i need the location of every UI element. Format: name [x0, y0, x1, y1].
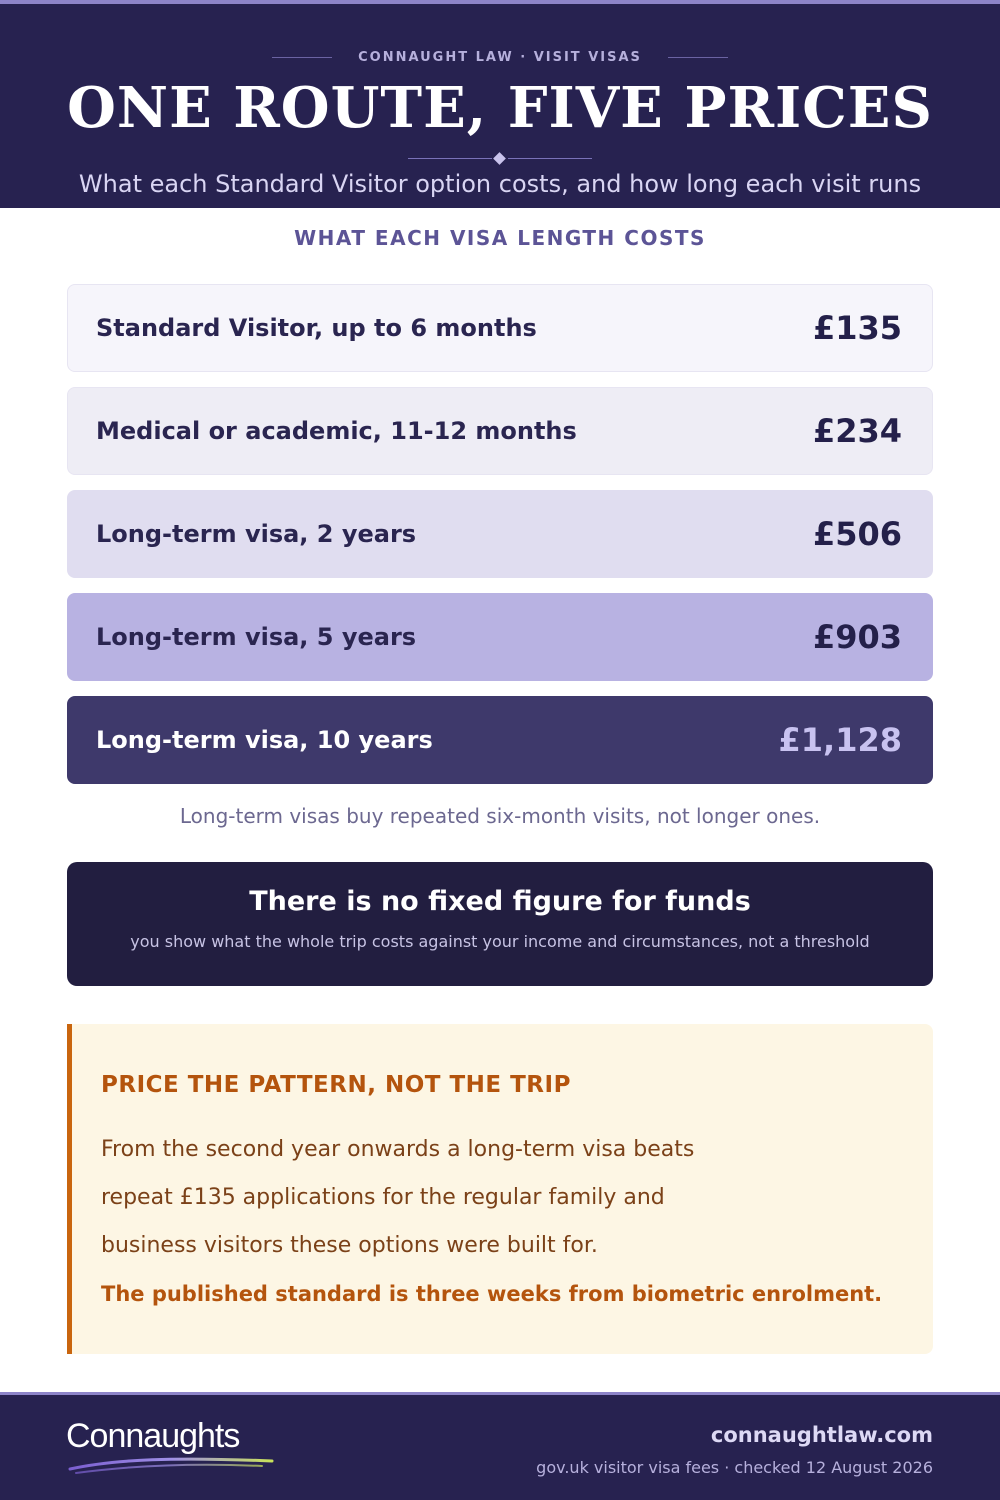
fee-label: Standard Visitor, up to 6 months: [96, 314, 537, 342]
fees-footnote: Long-term visas buy repeated six-month visits, not longer ones.: [179, 804, 821, 828]
fee-row: [67, 387, 933, 475]
callout-highlight: The published standard is three weeks from biometric enrolment.: [101, 1282, 883, 1306]
header-banner: [0, 0, 1000, 208]
funds-title: There is no fixed figure for funds: [249, 886, 751, 917]
footer: [0, 1392, 1000, 1500]
eyebrow-text: CONNAUGHT LAW · VISIT VISAS: [358, 50, 642, 65]
eyebrow-rule-left: [272, 57, 332, 58]
website-link[interactable]: connaughtlaw.com: [710, 1423, 933, 1447]
diamond-icon: [493, 152, 506, 165]
funds-subtitle: you show what the whole trip costs against your income and circumstances, not a threshold: [130, 932, 870, 951]
fee-price: £903: [812, 618, 902, 656]
source-note: gov.uk visitor visa fees · checked 12 August 2026: [536, 1458, 933, 1477]
fee-price: £506: [812, 515, 902, 553]
advice-callout: [67, 1024, 933, 1354]
callout-body: From the second year onwards a long-term visa beats repeat £135 applications for the regular family and business visitors these options were built for.: [101, 1137, 695, 1258]
fee-row: [67, 490, 933, 578]
logo-swoosh-icon: [66, 1453, 276, 1477]
logo-wordmark: Connaughts: [66, 1417, 240, 1455]
fee-row: [67, 284, 933, 372]
fees-heading: WHAT EACH VISA LENGTH COSTS: [294, 226, 706, 250]
fee-label: Long-term visa, 5 years: [96, 623, 417, 651]
fee-label: Long-term visa, 2 years: [96, 520, 417, 548]
page-title: ONE ROUTE, FIVE PRICES: [67, 75, 933, 141]
callout-title: PRICE THE PATTERN, NOT THE TRIP: [101, 1072, 571, 1098]
fee-price: £234: [812, 412, 902, 450]
fee-row: [67, 593, 933, 681]
fee-price: £135: [812, 309, 902, 347]
fee-label: Long-term visa, 10 years: [96, 726, 433, 754]
funds-panel: [67, 862, 933, 986]
connaughts-logo[interactable]: [66, 1417, 286, 1477]
fee-label: Medical or academic, 11-12 months: [96, 417, 577, 445]
fee-row: [67, 696, 933, 784]
fee-list: [67, 284, 933, 799]
page-subtitle: What each Standard Visitor option costs, and how long each visit runs: [78, 170, 922, 198]
eyebrow-rule-right: [668, 57, 728, 58]
eyebrow-row: [0, 50, 1000, 65]
fee-price: £1,128: [778, 721, 902, 759]
ornament-divider: [408, 153, 592, 165]
